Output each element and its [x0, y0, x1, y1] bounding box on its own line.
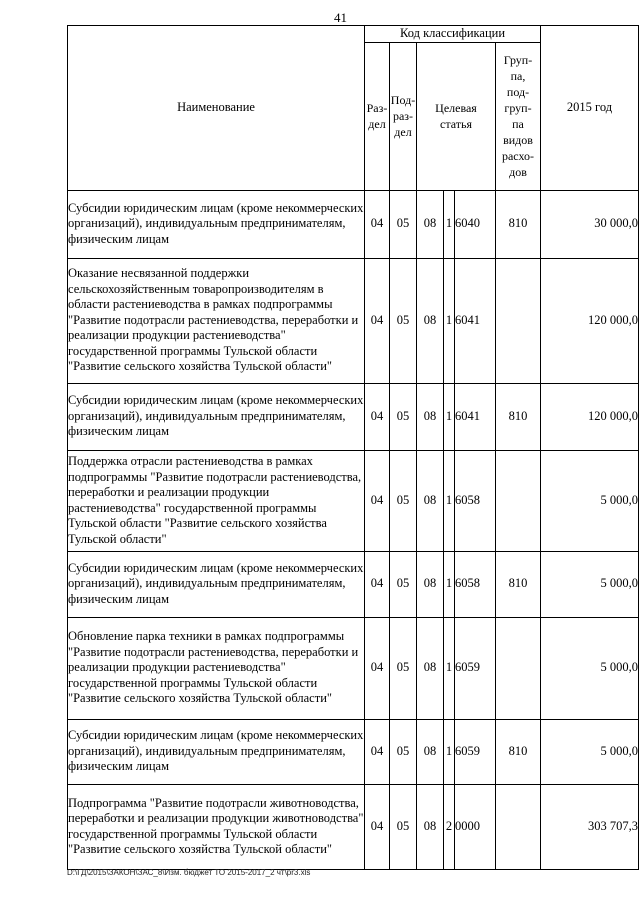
header-podrazdel: Под- раз- дел: [390, 42, 417, 190]
cell-ts3: 0000: [455, 784, 496, 869]
cell-podrazdel: 05: [390, 617, 417, 719]
header-year: 2015 год: [541, 26, 639, 191]
cell-ts3: 6059: [455, 617, 496, 719]
table-row: [68, 450, 639, 551]
cell-amount: 5 000,0: [541, 551, 639, 617]
cell-ts1: 08: [417, 450, 444, 551]
cell-razdel: 04: [365, 719, 390, 784]
cell-name: Обновление парка техники в рамках подпрограммы "Развитие подотрасли растениеводства, переработки и реализации продукции растениеводства" государственной программы Тульской области "Развитие сельского хозяйства Тульской области": [68, 617, 365, 719]
cell-amount: 30 000,0: [541, 190, 639, 258]
header-name: Наименование: [68, 26, 365, 191]
cell-ts1: 08: [417, 784, 444, 869]
cell-razdel: 04: [365, 450, 390, 551]
cell-podrazdel: 05: [390, 551, 417, 617]
cell-ts1: 08: [417, 383, 444, 450]
header-gruppa: Груп- па, под- груп- па видов расхо- дов: [496, 42, 541, 190]
cell-vid: [496, 450, 541, 551]
cell-name: Субсидии юридическим лицам (кроме некоммерческих организаций), индивидуальным предпринимателям, физическим лицам: [68, 383, 365, 450]
cell-ts3: 6041: [455, 383, 496, 450]
cell-podrazdel: 05: [390, 383, 417, 450]
cell-ts2: 2: [444, 784, 455, 869]
cell-ts2: 1: [444, 551, 455, 617]
cell-ts3: 6058: [455, 551, 496, 617]
cell-ts1: 08: [417, 258, 444, 383]
cell-ts2: 1: [444, 617, 455, 719]
table-row: [68, 383, 639, 450]
header-tselevaya: Целевая статья: [417, 42, 496, 190]
table-row: [68, 784, 639, 869]
cell-ts2: 1: [444, 258, 455, 383]
cell-razdel: 04: [365, 551, 390, 617]
cell-vid: 810: [496, 551, 541, 617]
cell-name: Субсидии юридическим лицам (кроме некоммерческих организаций), индивидуальным предпринимателям, физическим лицам: [68, 719, 365, 784]
cell-name: Субсидии юридическим лицам (кроме некоммерческих организаций), индивидуальным предпринимателям, физическим лицам: [68, 190, 365, 258]
file-path-footer: D:\ГД\2015\ЗАКОН\ЗАС_8\Изм. бюджет ТО 2015-2017_2 чт\pr3.xls: [67, 868, 311, 877]
cell-ts1: 08: [417, 719, 444, 784]
cell-razdel: 04: [365, 190, 390, 258]
cell-ts1: 08: [417, 617, 444, 719]
cell-vid: [496, 258, 541, 383]
cell-razdel: 04: [365, 258, 390, 383]
cell-ts2: 1: [444, 383, 455, 450]
cell-amount: 120 000,0: [541, 258, 639, 383]
cell-podrazdel: 05: [390, 450, 417, 551]
cell-ts2: 1: [444, 450, 455, 551]
cell-podrazdel: 05: [390, 784, 417, 869]
cell-vid: 810: [496, 719, 541, 784]
cell-ts3: 6058: [455, 450, 496, 551]
cell-vid: 810: [496, 190, 541, 258]
cell-ts3: 6040: [455, 190, 496, 258]
cell-amount: 120 000,0: [541, 383, 639, 450]
table-row: [68, 551, 639, 617]
cell-vid: [496, 784, 541, 869]
cell-amount: 5 000,0: [541, 719, 639, 784]
budget-table: [67, 25, 639, 870]
cell-name: Поддержка отрасли растениеводства в рамках подпрограммы "Развитие подотрасли растениеводства, переработки и реализации продукции растениеводства" государственной программы Тульской области "Развитие сельского хозяйства Тульской области": [68, 450, 365, 551]
page-number: 41: [334, 10, 347, 25]
cell-name: Субсидии юридическим лицам (кроме некоммерческих организаций), индивидуальным предпринимателям, физическим лицам: [68, 551, 365, 617]
cell-ts3: 6041: [455, 258, 496, 383]
table-row: [68, 617, 639, 719]
cell-podrazdel: 05: [390, 719, 417, 784]
cell-ts1: 08: [417, 551, 444, 617]
cell-ts3: 6059: [455, 719, 496, 784]
cell-amount: 5 000,0: [541, 450, 639, 551]
table-row: [68, 719, 639, 784]
table-row: [68, 190, 639, 258]
cell-ts2: 1: [444, 719, 455, 784]
cell-vid: 810: [496, 383, 541, 450]
cell-name: Подпрограмма "Развитие подотрасли животноводства, переработки и реализации продукции животноводства" государственной программы Тульской области "Развитие сельского хозяйства Тульской области": [68, 784, 365, 869]
cell-vid: [496, 617, 541, 719]
cell-amount: 5 000,0: [541, 617, 639, 719]
cell-razdel: 04: [365, 784, 390, 869]
table-row: [68, 258, 639, 383]
cell-razdel: 04: [365, 617, 390, 719]
cell-name: Оказание несвязанной поддержки сельскохозяйственным товаропроизводителям в области растениеводства в рамках подпрограммы "Развитие подотрасли растениеводства, переработки и реализации продукции растениеводства" государственной программы Тульской области "Развитие сельского хозяйства Тульской области": [68, 258, 365, 383]
cell-ts2: 1: [444, 190, 455, 258]
header-razdel: Раз- дел: [365, 42, 390, 190]
cell-ts1: 08: [417, 190, 444, 258]
cell-amount: 303 707,3: [541, 784, 639, 869]
cell-razdel: 04: [365, 383, 390, 450]
header-code: Код классификации: [365, 26, 541, 43]
cell-podrazdel: 05: [390, 258, 417, 383]
cell-podrazdel: 05: [390, 190, 417, 258]
